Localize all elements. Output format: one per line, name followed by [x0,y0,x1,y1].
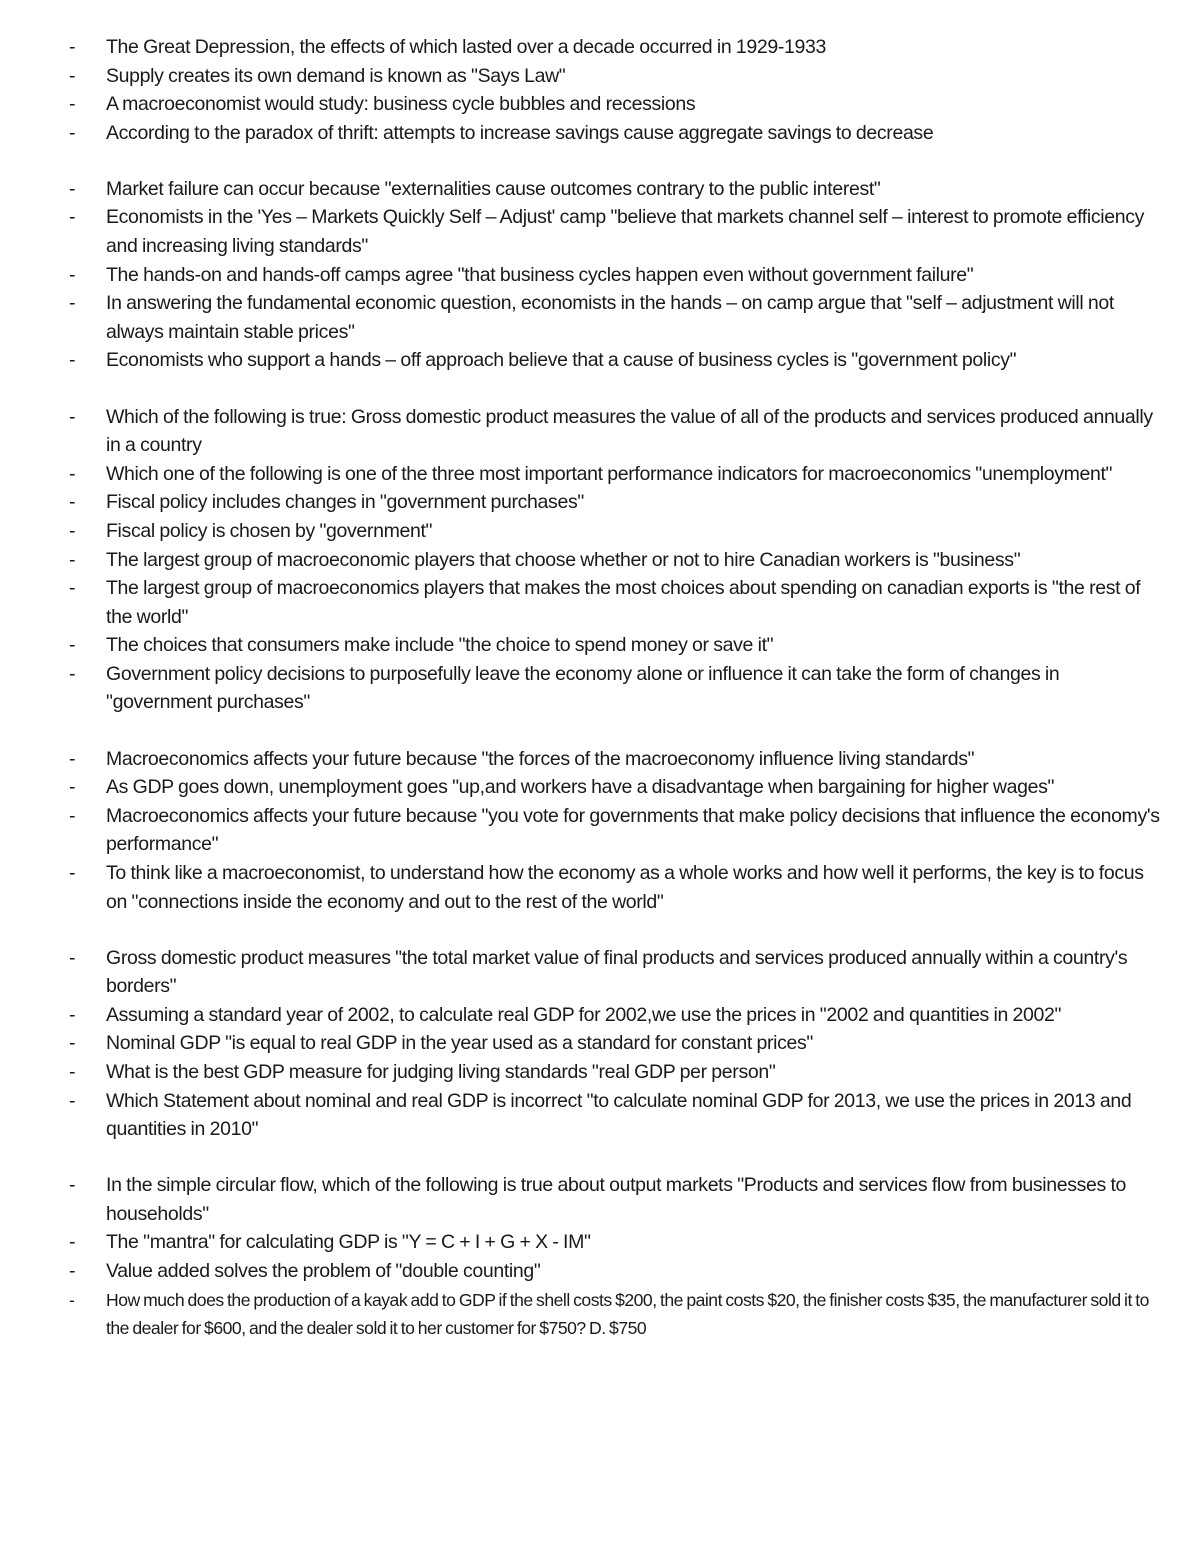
note-group-5 [0,944,1200,1144]
bullet-dash: - [69,491,76,514]
list-item-text: Supply creates its own demand is known as "Says Law" [106,64,566,87]
list-item [0,574,1200,631]
document-body [0,33,1200,1370]
list-item [0,289,1200,346]
bullet-dash: - [69,1032,76,1055]
list-item [0,203,1200,260]
list-item-text: How much does the production of a kayak add to GDP if the shell costs $200, the paint costs $20, the finisher costs $35, the manufacturer sold it to the dealer for $600, and the dealer sold it to her customer for $750? D. $750 [106,1289,1149,1339]
note-group-3 [0,403,1200,718]
bullet-dash: - [69,177,76,200]
list-item-text: Assuming a standard year of 2002, to calculate real GDP for 2002,we use the prices in "2002 and quantities in 2002" [106,1003,1062,1026]
bullet-dash: - [69,747,76,770]
list-item-text: The choices that consumers make include "the choice to spend money or save it" [106,634,774,657]
list-item-text: In answering the fundamental economic question, economists in the hands – on camp argue that "self – adjustment will not always maintain stable prices" [106,292,1114,343]
list-item-text: The largest group of macroeconomics players that makes the most choices about spending on canadian exports is "the rest of the world" [106,577,1141,628]
list-item [0,1171,1200,1228]
list-item-text: Economists in the 'Yes – Markets Quickly Self – Adjust' camp "believe that markets channel self – interest to promote efficiency and increasing living standards" [106,206,1145,258]
list-item-text: What is the best GDP measure for judging living standards "real GDP per person" [106,1061,776,1083]
list-item-text: Economists who support a hands – off approach believe that a cause of business cycles is "government policy" [106,349,1017,372]
list-item-text: Nominal GDP "is equal to real GDP in the year used as a standard for constant prices" [106,1032,814,1055]
list-item-text: A macroeconomist would study: business cycle bubbles and recessions [106,93,696,116]
bullet-dash: - [69,519,76,542]
bullet-dash: - [69,861,76,884]
bullet-dash: - [69,1089,76,1112]
list-item-text: The "mantra" for calculating GDP is "Y = C + I + G + X - IM" [106,1231,591,1254]
bullet-dash: - [69,1174,76,1197]
note-group-4 [0,745,1200,917]
list-item-text: Which of the following is true: Gross domestic product measures the value of all of the products and services produced annually in a country [106,405,1153,457]
list-item [0,745,1200,774]
bullet-dash: - [69,946,76,969]
list-item-text: According to the paradox of thrift: attempts to increase savings cause aggregate savings to decrease [106,121,934,144]
list-item [0,1058,1200,1087]
bullet-dash: - [69,634,76,657]
bullet-dash: - [69,121,76,144]
list-item [0,119,1200,148]
bullet-dash: - [69,577,76,600]
bullet-dash: - [69,662,76,685]
list-item [0,802,1200,859]
list-item [0,261,1200,290]
list-item-text: Gross domestic product measures "the total market value of final products and services produced annually within a country's borders" [106,946,1128,998]
bullet-dash: - [69,1061,76,1083]
list-item-text: Government policy decisions to purposefully leave the economy alone or influence it can take the form of changes in "government purchases" [106,662,1060,714]
bullet-dash: - [69,462,76,485]
bullet-dash: - [69,804,76,827]
list-item [0,660,1200,717]
list-item [0,944,1200,1001]
list-item [0,175,1200,204]
bullet-dash: - [69,263,76,286]
list-item-text: Which Statement about nominal and real GDP is incorrect "to calculate nominal GDP for 2013, we use the prices in 2013 and quantities in 2010" [106,1089,1132,1141]
bullet-dash: - [69,206,76,229]
list-item [0,1228,1200,1257]
list-item-text: Market failure can occur because "externalities cause outcomes contrary to the public interest" [106,177,881,200]
list-item-text: Macroeconomics affects your future because "the forces of the macroeconomy influence living standards" [106,747,975,770]
list-item [0,346,1200,375]
list-item [0,1001,1200,1030]
bullet-dash: - [69,36,76,58]
list-item [0,90,1200,119]
list-item-text: Value added solves the problem of "double counting" [106,1260,541,1283]
list-item-text: Macroeconomics affects your future because "you vote for governments that make policy decisions that influence the economy's performance" [106,804,1160,856]
bullet-dash: - [69,292,76,315]
bullet-dash: - [69,1003,76,1026]
bullet-dash: - [69,349,76,372]
list-item [0,546,1200,575]
list-item [0,1286,1200,1343]
list-item-text: To think like a macroeconomist, to understand how the economy as a whole works and how well it performs, the key is to focus on "connections inside the economy and out to the rest of the world" [106,861,1144,913]
list-item [0,1029,1200,1058]
list-item-text: Which one of the following is one of the three most important performance indicators for macroeconomics "unemployment" [106,462,1113,485]
list-item [0,773,1200,802]
bullet-dash: - [69,64,76,87]
bullet-dash: - [69,405,76,428]
bullet-dash: - [69,548,76,571]
list-item [0,1257,1200,1286]
list-item-text: In the simple circular flow, which of the following is true about output markets "Products and services flow from businesses to households" [106,1174,1127,1225]
list-item [0,33,1200,62]
list-item-text: The Great Depression, the effects of which lasted over a decade occurred in 1929-1933 [106,36,827,58]
list-item [0,460,1200,489]
list-item-text: As GDP goes down, unemployment goes "up,and workers have a disadvantage when bargaining for higher wages" [106,776,1055,799]
bullet-dash: - [69,776,76,799]
bullet-dash: - [69,93,76,116]
list-item [0,1087,1200,1144]
note-group-1 [0,33,1200,147]
bullet-dash: - [69,1289,75,1310]
bullet-dash: - [69,1260,76,1283]
list-item [0,403,1200,460]
note-group-6 [0,1171,1200,1343]
list-item [0,859,1200,916]
list-item [0,62,1200,91]
list-item-text: Fiscal policy includes changes in "government purchases" [106,491,584,514]
list-item-text: The largest group of macroeconomic players that choose whether or not to hire Canadian workers is "business" [106,548,1021,571]
list-item [0,488,1200,517]
list-item [0,631,1200,660]
bullet-dash: - [69,1231,76,1254]
list-item [0,517,1200,546]
list-item-text: The hands-on and hands-off camps agree "that business cycles happen even without government failure" [106,263,974,286]
list-item-text: Fiscal policy is chosen by "government" [106,519,433,542]
note-group-2 [0,175,1200,375]
